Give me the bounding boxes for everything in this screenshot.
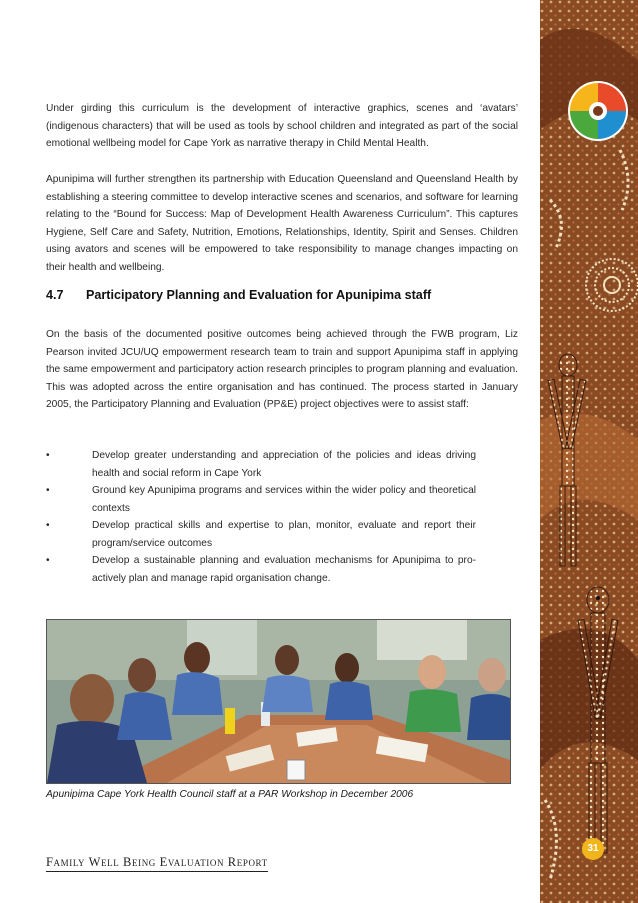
report-footer: Family Well Being Evaluation Report — [46, 855, 268, 872]
apunipima-logo — [566, 78, 630, 144]
bullet-marker: • — [46, 450, 50, 461]
workshop-photo — [46, 619, 511, 784]
list-item — [46, 482, 476, 517]
list-item-text: Develop practical skills and expertise to plan, monitor, evaluate and report their program/service outcomes — [92, 520, 476, 549]
page-number-badge: 31 — [582, 838, 604, 860]
section-title: Participatory Planning and Evaluation for Apunipima staff — [86, 288, 432, 302]
section-number: 4.7 — [46, 288, 64, 302]
aboriginal-artwork-panel — [540, 0, 638, 903]
workshop-photo-illustration — [47, 620, 510, 783]
list-item — [46, 447, 476, 482]
list-item-text: Develop a sustainable planning and evaluation mechanisms for Apunipima to pro-actively plan and manage rapid organisation change. — [92, 555, 476, 584]
list-item-text: Develop greater understanding and appreciation of the policies and ideas driving health and social reform in Cape York — [92, 450, 476, 479]
list-item — [46, 517, 476, 552]
bullet-marker: • — [46, 520, 50, 531]
paragraph-pp-e: On the basis of the documented positive outcomes being achieved through the FWB program, Liz Pearson invited JCU/UQ empowerment research team to train and support Apunipima staff in applying the same empowerment and participatory action research principles to program planning and evaluation. This was adopted across the entire organisation and has continued. The process started in January 2005, the Participatory Planning and Evaluation (PP&E) project objectives were to assist staff: — [46, 329, 518, 410]
bullet-marker: • — [46, 485, 50, 496]
paragraph-curriculum: Under girding this curriculum is the development of interactive graphics, scenes and ‘avatars’ (indigenous characters) that will be used as tools by school children and integrated as part of the social emotional wellbeing model for Cape York as narrative therapy in Child Mental Health. — [46, 103, 518, 149]
objectives-list — [46, 447, 476, 587]
paragraph-partnership: Apunipima will further strengthen its partnership with Education Queensland and Queensland Health by establishing a steering committee to develop interactive scenes and scenarios, and software for learning relating to the “Bound for Success: Map of Development Health Awareness Curriculum”. This captures Hygiene, Self Care and Safety, Nutrition, Emotions, Relationships, Identity, Spirit and Senses. Children using avators and scenes will be empowered to take responsibility to manage changes impacting on their health and wellbeing. — [46, 174, 518, 273]
section-heading — [46, 288, 431, 302]
photo-caption: Apunipima Cape York Health Council staff at a PAR Workshop in December 2006 — [46, 789, 414, 800]
bullet-marker: • — [46, 555, 50, 566]
list-item — [46, 552, 476, 587]
list-item-text: Ground key Apunipima programs and services within the wider policy and theoretical contexts — [92, 485, 476, 514]
